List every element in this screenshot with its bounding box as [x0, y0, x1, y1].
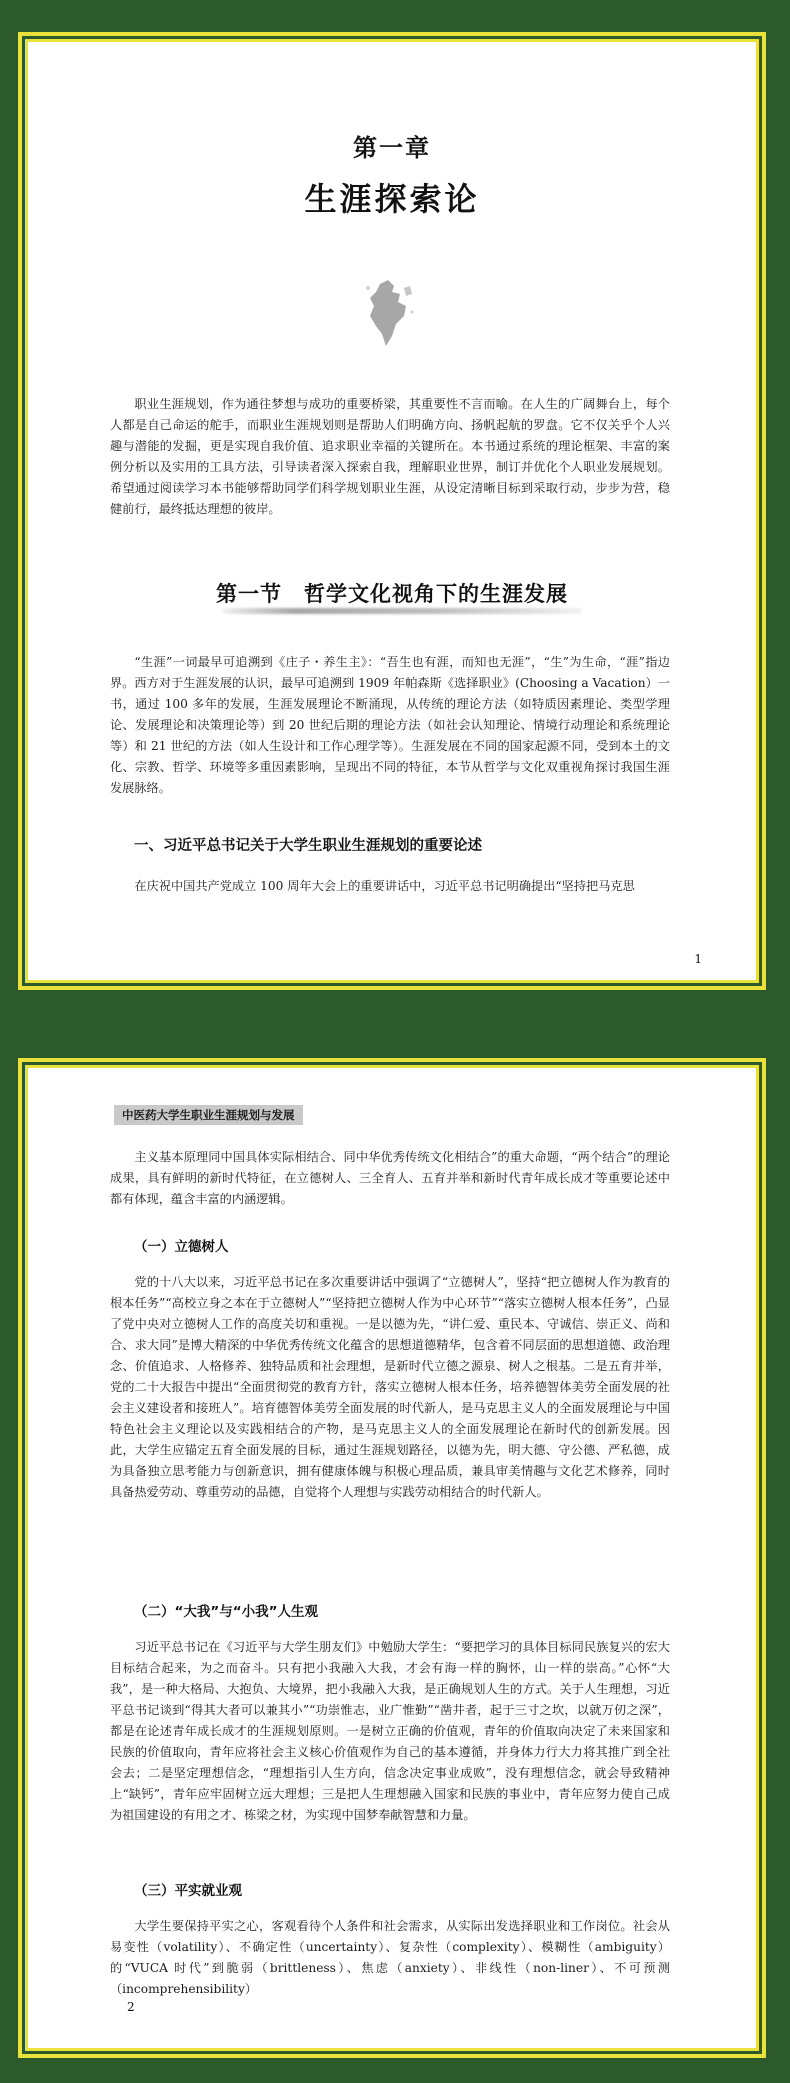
paragraph-dawo-xiaowo: 习近平总书记在《习近平与大学生朋友们》中勉励大学生：“要把学习的具体目标同民族复兴的宏大目标结合起来，为之而奋斗。只有把小我融入大我，才会有海一样的胸怀，山一样的崇高。”心怀“大我”，是一种大格局、大抱负、大境界，把小我融入大我，是正确规划人生的方式。关于人生理想，习近平总书记谈到“得其大者可以兼其小”“功崇惟志，业广惟勤”“凿井者，起于三寸之坎，以就万仞之深”，都是在论述青年成长成才的生涯规划原则。一是树立正确的价值观，青年的价值取向决定了未来国家和民族的价值取向，青年应将社会主义核心价值观作为自己的基本遵循，并身体力行大力将其推广到全社会去；二是坚定理想信念，“理想指引人生方向，信念决定事业成败”，没有理想信念，就会导致精神上“缺钙”，青年应牢固树立远大理想；三是把人生理想融入国家和民族的事业中，青年应努力使自己成为祖国建设的有用之才、栋梁之材，为实现中国梦奉献智慧和力量。: [110, 1640, 670, 1822]
section-title-underline: [222, 608, 582, 614]
subheading: 一、习近平总书记关于大学生职业生涯规划的重要论述: [134, 838, 482, 854]
heading-dawo-xiaowo: （二）“大我”与“小我”人生观: [134, 1604, 318, 1620]
heading-pingshi-jiuye: （三）平实就业观: [134, 1883, 242, 1899]
running-header: 中医药大学生职业生涯规划与发展: [114, 1105, 303, 1125]
paragraph-lideshuren: 党的十八大以来，习近平总书记在多次重要讲话中强调了“立德树人”，坚持“把立德树人作为教育的根本任务”“高校立身之本在于立德树人”“坚持把立德树人作为中心环节”“落实立德树人根本任务”，凸显了党中央对立德树人工作的高度关切和重视。一是以德为先，“讲仁爱、重民本、守诚信、崇正义、尚和合、求大同”是博大精深的中华优秀传统文化蕴含的思想道德精华，包含着不同层面的思想道德、政治理念、价值追求、人格修养、独特品质和社会理想，是新时代立德之源泉、树人之根基。二是五育并举，党的二十大报告中提出“全面贯彻党的教育方针，落实立德树人根本任务，培养德智体美劳全面发展的社会主义建设者和接班人”。培育德智体美劳全面发展的时代新人，是马克思主义人的全面发展理论与中国特色社会主义理论以及实践相结合的产物，是马克思主义人的全面发展理论在新时代的创新发展。因此，大学生应锚定五育全面发展的目标，通过生涯规划路径，以德为先，明大德、守公德、严私德，成为具备独立思考能力与创新意识，拥有健康体魄与积极心理品质，兼具审美情趣与文化艺术修养，同时具备热爱劳动、尊重劳动的品德，自觉将个人理想与实践劳动相结合的时代新人。: [110, 1275, 670, 1499]
continuation-paragraph: 主义基本原理同中国具体实际相结合、同中华优秀传统文化相结合”的重大命题，“两个结合”的理论成果，具有鲜明的新时代特征，在立德树人、三全育人、五育并举和新时代青年成长成才等重要论述中都有体现，蕴含丰富的内涵逻辑。: [110, 1150, 670, 1206]
heading-lideshuren: （一）立德树人: [134, 1239, 229, 1255]
paragraph-pingshi-jiuye: 大学生要保持平实之心，客观看待个人条件和社会需求，从实际出发选择职业和工作岗位。社会从易变性（volatility）、不确定性（uncertainty）、复杂性（complexity）、模糊性（ambiguity）的“VUCA 时代”到脆弱（brittleness）、焦虑（anxiety）、非线性（non-liner）、不可预测（incomprehensibility）: [110, 1919, 670, 1996]
intro-paragraph: 职业生涯规划，作为通往梦想与成功的重要桥梁，其重要性不言而喻。在人生的广阔舞台上，每个人都是自己命运的舵手，而职业生涯规划则是帮助人们明确方向、扬帆起航的罗盘。它不仅关乎个人兴趣与潜能的发掘，更是实现自我价值、追求职业幸福的关键所在。本书通过系统的理论框架、丰富的案例分析以及实用的工具方法，引导读者深入探索自我，理解职业世界，制订并优化个人职业发展规划。希望通过阅读学习本书能够帮助同学们科学规划职业生涯，从设定清晰目标到采取行动，步步为营，稳健前行，最终抵达理想的彼岸。: [110, 397, 670, 516]
section-title: 第一节 哲学文化视角下的生涯发展: [216, 581, 568, 606]
subheading-paragraph: 在庆祝中国共产党成立 100 周年大会上的重要讲话中，习近平总书记明确提出“坚持把马克思: [134, 879, 635, 893]
page-1: [18, 32, 766, 990]
section-paragraph: “生涯”一词最早可追溯到《庄子・养生主》：“吾生也有涯，而知也无涯”，“生”为生命，“涯”指边界。西方对于生涯发展的认识，最早可追溯到 1909 年帕森斯《选择职业》(Choosing a Vacation）一书，通过 100 多年的发展，生涯发展理论不断涌现，从传统的理论方法（如特质因素理论、类型学理论、发展理论和决策理论等）到 20 世纪后期的理论方法（如社会认知理论、情境行动理论和系统理论等）和 21 世纪的方法（如人生设计和工作心理学等）。生涯发展在不同的国家起源不同，受到本土的文化、宗教、哲学、环境等多重因素影响，呈现出不同的特征，本节从哲学与文化双重视角探讨我国生涯发展脉络。: [110, 655, 670, 795]
page-number: 1: [694, 952, 702, 966]
page-2: [18, 1058, 766, 2058]
map-illustration: [360, 276, 420, 351]
chapter-title: 生涯探索论: [304, 180, 480, 218]
page-number: 2: [127, 2000, 135, 2014]
chapter-label: 第一章: [353, 133, 431, 162]
